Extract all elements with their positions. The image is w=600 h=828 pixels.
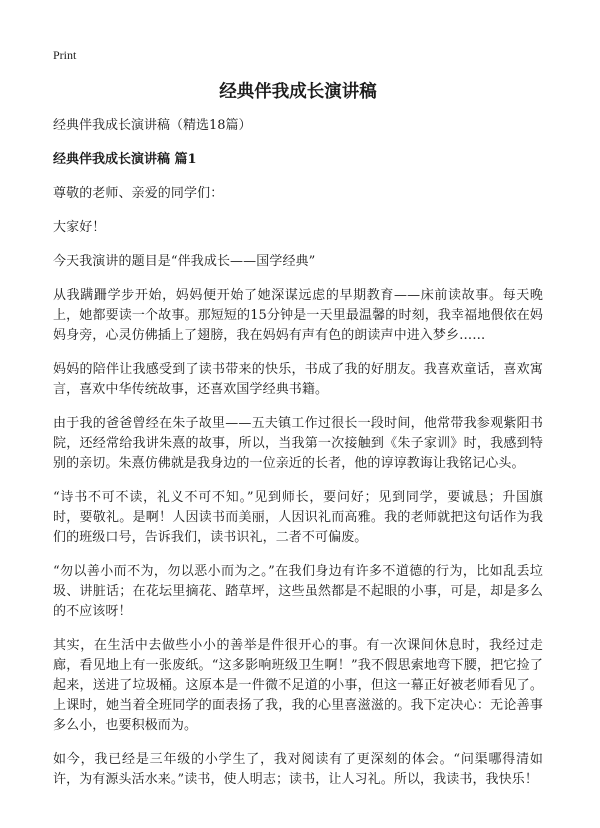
paragraph-reading-joy: 妈妈的陪伴让我感受到了读书带来的快乐，书成了我的好朋友。我喜欢童话，喜欢寓言，喜欢中华传统故事，还喜欢国学经典书籍。 bbox=[53, 362, 543, 397]
print-link[interactable]: Print bbox=[53, 48, 77, 62]
paragraph-good-deed: 其实，在生活中去做些小小的善举是件很开心的事。有一次课间休息时，我经过走廊，看见地上有一张废纸。“这多影响班级卫生啊！”我不假思索地弯下腰，把它捡了起来，送进了垃圾桶。这原本是一件微不足道的小事，但这一幕正好被老师看见了。上课时，她当着全班同学的面表扬了我，我的心里喜滋滋的。我下定决心：无论善事多么小，也要积极而为。 bbox=[53, 638, 543, 733]
paragraph-childhood: 从我蹒跚学步开始，妈妈便开始了她深谋远虑的早期教育——床前读故事。每天晚上，她都要读一个故事。那短短的15分钟是一天里最温馨的时刻，我幸福地偎依在妈妈身旁，心灵仿佛插上了翅膀，我在妈妈有声有色的朗读声中进入梦乡…… bbox=[53, 288, 543, 343]
section-title: 经典伴我成长演讲稿 篇1 bbox=[53, 152, 197, 167]
paragraph-hello: 大家好！ bbox=[53, 220, 106, 235]
paragraph-conclusion: 如今，我已经是三年级的小学生了，我对阅读有了更深刻的体会。“问渠哪得清如许，为有源头活水来。”读书，使人明志；读书，让人习礼。所以，我读书，我快乐！ bbox=[53, 752, 543, 787]
document-title: 经典伴我成长演讲稿 bbox=[219, 82, 377, 102]
paragraph-greeting: 尊敬的老师、亲爱的同学们： bbox=[53, 186, 224, 201]
paragraph-zhuxi: 由于我的爸爸曾经在朱子故里——五夫镇工作过很长一段时间，他常带我参观紫阳书院，还经常给我讲朱熹的故事，所以，当我第一次接触到《朱子家训》时，我感到特别的亲切。朱熹仿佛就是我身边的一位亲近的长者，他的谆谆教诲让我铭记心头。 bbox=[53, 416, 543, 471]
paragraph-poetry-quote: “诗书不可不读，礼义不可不知。”见到师长，要问好；见到同学，要诚恳；升国旗时，要敬礼。是啊！人因读书而美丽，人因识礼而高雅。我的老师就把这句话作为我们的班级口号，告诉我们，读书识礼，二者不可偏废。 bbox=[53, 490, 543, 545]
paragraph-kindness-quote: “勿以善小而不为，勿以恶小而为之。”在我们身边有许多不道德的行为，比如乱丢垃圾、讲脏话；在花坛里摘花、踏草坪，这些虽然都是不起眼的小事，可是，却是多么的不应该呀！ bbox=[53, 564, 543, 619]
document-subtitle: 经典伴我成长演讲稿（精选18篇） bbox=[53, 118, 252, 133]
paragraph-topic: 今天我演讲的题目是“伴我成长——国学经典” bbox=[53, 254, 316, 269]
document-body bbox=[53, 80, 543, 804]
